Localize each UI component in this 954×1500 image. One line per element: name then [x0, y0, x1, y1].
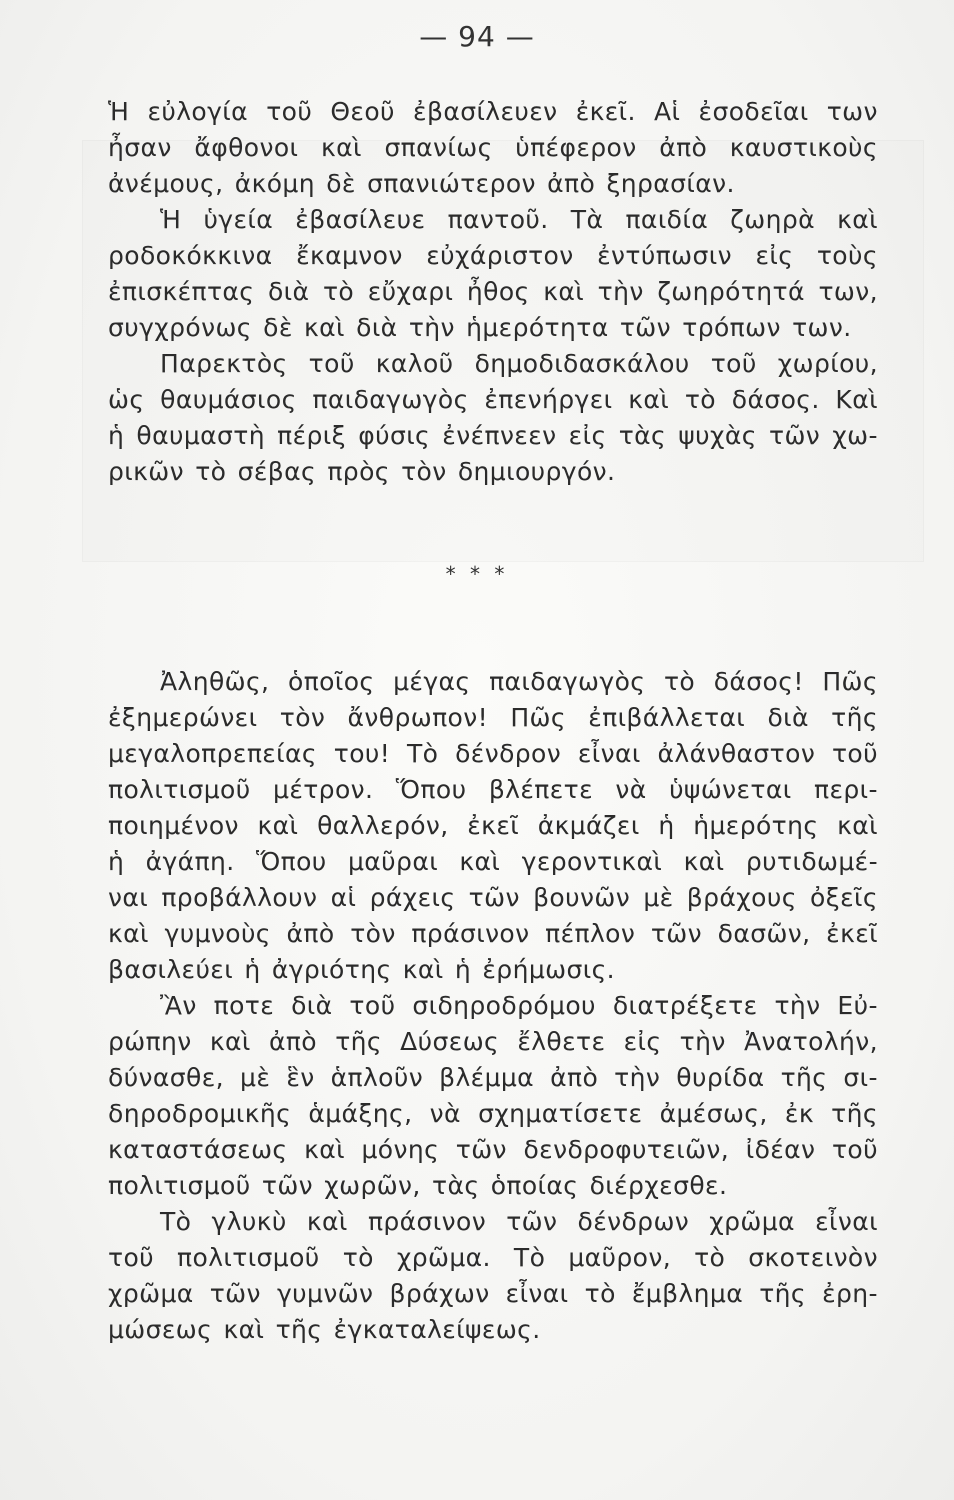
- text-line: συγχρόνως δὲ καὶ διὰ τὴν ἡμερότητα τῶν τρόπων των.: [108, 313, 852, 342]
- text-line: καταστάσεως καὶ μόνης τῶν δενδροφυτειῶν, ἰδέαν τοῦ: [108, 1135, 878, 1164]
- paragraph: [108, 1204, 878, 1348]
- paragraph: [108, 202, 878, 346]
- text-line: πολιτισμοῦ τῶν χωρῶν, τὰς ὁποίας διέρχεσθε.: [108, 1171, 728, 1200]
- text-line: ποιημένον καὶ θαλλερόν, ἐκεῖ ἀκμάζει ἡ ἡμερότης καὶ: [108, 811, 878, 840]
- text-line: μεγαλοπρεπείας του! Τὸ δένδρον εἶναι ἀλάνθαστον τοῦ: [108, 739, 878, 768]
- text-line: ἐξημερώνει τὸν ἄνθρωπον! Πῶς ἐπιβάλλεται διὰ τῆς: [108, 703, 878, 732]
- text-line: ὡς θαυμάσιος παιδαγωγὸς ἐπενήργει καὶ τὸ δάσος. Καὶ: [108, 385, 878, 414]
- text-line: τοῦ πολιτισμοῦ τὸ χρῶμα. Τὸ μαῦρον, τὸ σκοτεινὸν: [108, 1243, 878, 1272]
- text-block-top: [108, 94, 878, 490]
- text-line: ἐπισκέπτας διὰ τὸ εὔχαρι ἦθος καὶ τὴν ζωηρότητά των,: [108, 277, 878, 306]
- paragraph: [108, 664, 878, 988]
- text-line: Ἀληθῶς, ὁποῖος μέγας παιδαγωγὸς τὸ δάσος! Πῶς: [160, 667, 878, 696]
- text-line: πολιτισμοῦ μέτρον. Ὅπου βλέπετε νὰ ὑψώνεται περι-: [108, 775, 878, 804]
- page-number: — 94 —: [419, 20, 535, 53]
- text-line: ἡ ἀγάπη. Ὅπου μαῦραι καὶ γεροντικαὶ καὶ ρυτιδωμέ-: [108, 847, 878, 876]
- text-line: ρώπην καὶ ἀπὸ τῆς Δύσεως ἔλθετε εἰς τὴν Ἀνατολήν,: [108, 1027, 878, 1056]
- text-line: ἡ θαυμαστὴ πέριξ φύσις ἐνέπνεεν εἰς τὰς ψυχὰς τῶν χω-: [108, 421, 878, 450]
- paragraph: [108, 988, 878, 1204]
- text-line: μώσεως καὶ τῆς ἐγκαταλείψεως.: [108, 1315, 541, 1344]
- text-line: ροδοκόκκινα ἔκαμνον εὐχάριστον ἐντύπωσιν εἰς τοὺς: [108, 241, 878, 270]
- text-line: Ἂν ποτε διὰ τοῦ σιδηροδρόμου διατρέξετε τὴν Εὐ-: [160, 991, 878, 1020]
- text-line: ρικῶν τὸ σέβας πρὸς τὸν δημιουργόν.: [108, 457, 616, 486]
- text-line: ἀνέμους, ἀκόμη δὲ σπανιώτερον ἀπὸ ξηρασίαν.: [108, 169, 735, 198]
- text-line: Ἡ εὐλογία τοῦ Θεοῦ ἐβασίλευεν ἐκεῖ. Αἱ ἐσοδεῖαι των: [108, 97, 878, 126]
- text-line: Ἡ ὑγεία ἐβασίλευε παντοῦ. Τὰ παιδία ζωηρὰ καὶ: [160, 205, 878, 234]
- paragraph: [108, 346, 878, 490]
- text-line: Τὸ γλυκὺ καὶ πράσινον τῶν δένδρων χρῶμα εἶναι: [160, 1207, 878, 1236]
- text-line: βασιλεύει ἡ ἀγριότης καὶ ἡ ἐρήμωσις.: [108, 955, 615, 984]
- text-line: δύνασθε, μὲ ἓν ἁπλοῦν βλέμμα ἀπὸ τὴν θυρίδα τῆς σι-: [108, 1063, 878, 1092]
- text-line: δηροδρομικῆς ἁμάξης, νὰ σχηματίσετε ἀμέσως, ἐκ τῆς: [108, 1099, 878, 1128]
- text-line: ἦσαν ἄφθονοι καὶ σπανίως ὑπέφερον ἀπὸ καυστικοὺς: [108, 133, 878, 162]
- text-line: χρῶμα τῶν γυμνῶν βράχων εἶναι τὸ ἔμβλημα τῆς ἐρη-: [108, 1279, 878, 1308]
- text-line: ναι προβάλλουν αἱ ράχεις τῶν βουνῶν μὲ βράχους ὀξεῖς: [108, 883, 878, 912]
- text-line: Παρεκτὸς τοῦ καλοῦ δημοδιδασκάλου τοῦ χωρίου,: [160, 349, 878, 378]
- paragraph: [108, 94, 878, 202]
- text-block-bottom: [108, 664, 878, 1348]
- section-separator: * * *: [445, 562, 509, 586]
- text-line: καὶ γυμνοὺς ἀπὸ τὸν πράσινον πέπλον τῶν δασῶν, ἐκεῖ: [108, 919, 878, 948]
